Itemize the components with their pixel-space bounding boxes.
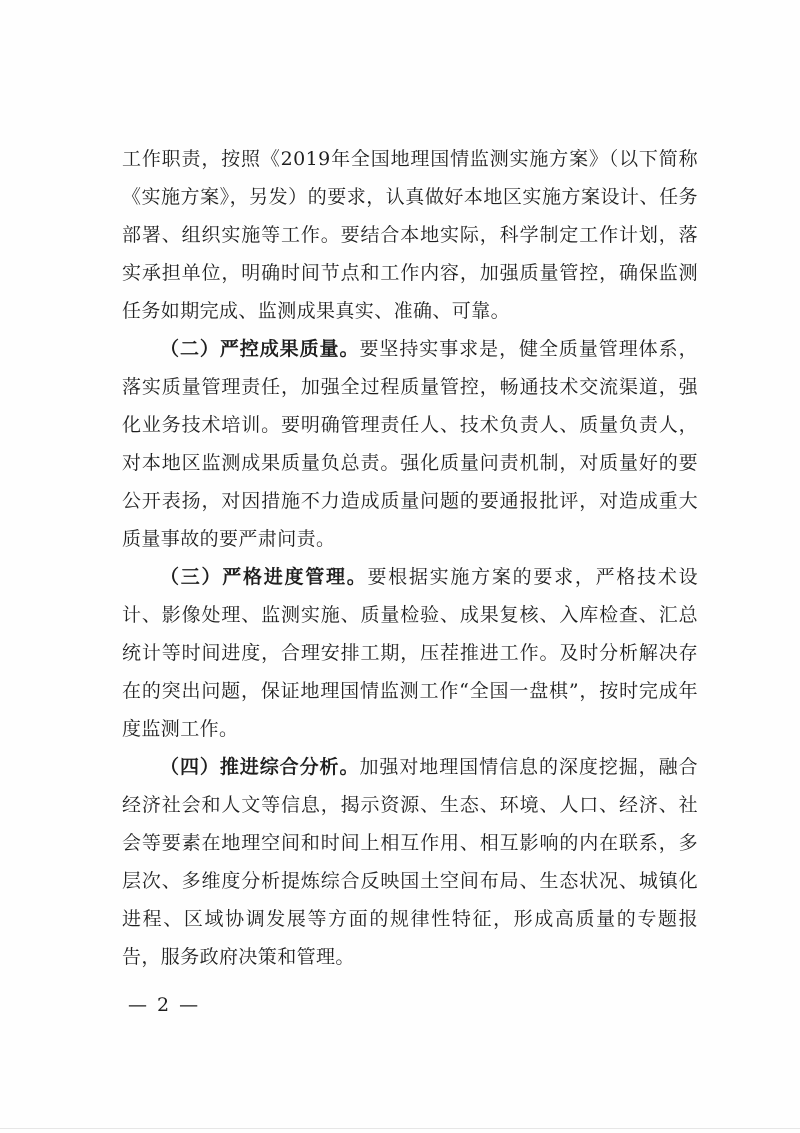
section-heading: （四）推进综合分析。 [160,756,360,778]
paragraph-text: 工作职责，按照《2019年全国地理国情监测实施方案》（以下简称《实施方案》，另发）的要求，认真做好本地区实施方案设计、任务部署、组织实施等工作。要结合本地实际，科学制定工作计划，落实承担单位，明确时间节点和工作内容，加强质量管控，确保监测任务如期完成、监测成果真实、准确、可靠。 [122,148,698,322]
paragraph-continuation [122,140,698,330]
page-number: — 2 — [128,994,201,1016]
paragraph-comprehensive-analysis [122,748,698,976]
paragraph-quality-control [122,330,698,558]
paragraph-schedule-management [122,558,698,748]
paragraph-text: 加强对地理国情信息的深度挖掘，融合经济社会和人文等信息，揭示资源、生态、环境、人口、经济、社会等要素在地理空间和时间上相互作用、相互影响的内在联系，多层次、多维度分析提炼综合反映国土空间布局、生态状况、城镇化进程、区域协调发展等方面的规律性特征，形成高质量的专题报告，服务政府决策和管理。 [122,756,698,968]
paragraph-text: 要根据实施方案的要求，严格技术设计、影像处理、监测实施、质量检验、成果复核、入库检查、汇总统计等时间进度，合理安排工期，压茬推进工作。及时分析解决存在的突出问题，保证地理国情监测工作“全国一盘棋”，按时完成年度监测工作。 [122,566,698,740]
section-heading: （二）严控成果质量。 [160,338,360,360]
document-body [122,140,698,976]
paragraph-text: 要坚持实事求是，健全质量管理体系，落实质量管理责任，加强全过程质量管控，畅通技术交流渠道，强化业务技术培训。要明确管理责任人、技术负责人、质量负责人，对本地区监测成果质量负总责。强化质量问责机制，对质量好的要公开表扬，对因措施不力造成质量问题的要通报批评，对造成重大质量事故的要严肃问责。 [122,338,698,550]
section-heading: （三）严格进度管理。 [160,566,368,588]
scan-edge-line [0,1128,800,1129]
